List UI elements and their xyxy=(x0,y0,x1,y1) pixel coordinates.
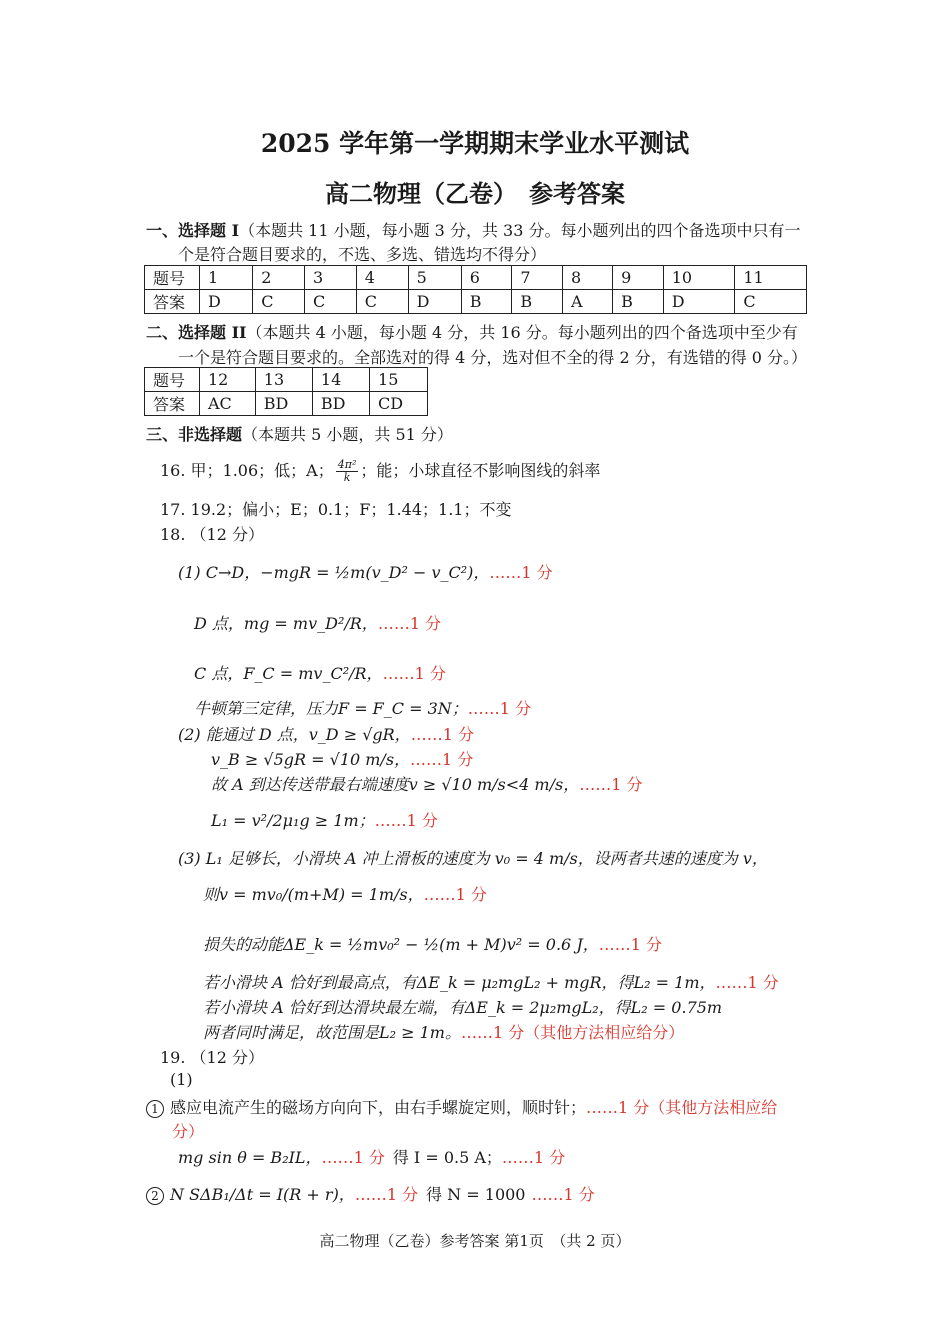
q16-fraction xyxy=(336,459,359,484)
table-cell-number: 11 xyxy=(735,266,807,290)
table-cell-number: 15 xyxy=(370,368,428,392)
q18-line xyxy=(211,808,438,831)
q18-eq1: (1) C→D，−mgR = ½m(v_D² − v_C²)， xyxy=(178,563,490,582)
score-mark: ……1 分 xyxy=(467,699,532,718)
table-cell-answer: C xyxy=(356,290,408,314)
q16-answer xyxy=(160,458,600,484)
q19-line xyxy=(146,1095,777,1118)
table-cell-number: 7 xyxy=(512,266,563,290)
q18-eq9: (3) L₁ 足够长，小滑块 A 冲上滑板的速度为 v₀ = 4 m/s，设两者共速的速度为 v， xyxy=(178,849,768,868)
table-cell-answer: D xyxy=(663,290,735,314)
table-cell-answer: AC xyxy=(200,392,256,416)
table-cell-answer: C xyxy=(305,290,357,314)
q19-eq3b: 得 N = 1000 xyxy=(426,1185,526,1204)
section1-answer-table xyxy=(144,265,807,314)
circled-number: 1 xyxy=(146,1100,164,1118)
table-cell-number: 10 xyxy=(663,266,735,290)
q19-part1: (1) xyxy=(170,1070,193,1089)
q19-line xyxy=(178,1145,565,1168)
q18-eq8: L₁ = v²/2μ₁g ≥ 1m； xyxy=(211,811,375,830)
section2-desc-line2: 一个是符合题目要求的。全部选对的得 4 分，选对但不全的得 2 分，有选错的得 0 分。） xyxy=(178,348,808,367)
table-cell-number: 4 xyxy=(356,266,408,290)
score-mark: ……1 分 xyxy=(531,1185,595,1204)
table-cell-number: 2 xyxy=(253,266,305,290)
score-mark: ……1 分（其他方法相应给分） xyxy=(460,1023,685,1042)
q18-eq10: 则v = mv₀/(m+M) = 1m/s， xyxy=(203,885,424,904)
q18-eq14: 两者同时满足，故范围是L₂ ≥ 1m。 xyxy=(203,1023,461,1042)
q17-answer: 17. 19.2；偏小；E；0.1；F；1.44；1.1；不变 xyxy=(160,500,512,519)
q18-eq12: 若小滑块 A 恰好到最高点，有ΔE_k = μ₂mgL₂ + mgR，得L₂ = 1m， xyxy=(203,973,716,992)
table-cell-answer: BD xyxy=(255,392,312,416)
table-row-label: 题号 xyxy=(145,266,200,290)
q18-eq7: 故 A 到达传送带最右端速度v ≥ √10 m/s<4 m/s， xyxy=(211,775,580,794)
score-mark: ……1 分 xyxy=(423,885,487,904)
q18-line xyxy=(178,722,474,745)
score-mark: ……1 分 xyxy=(501,1148,566,1167)
section1-desc-line1 xyxy=(146,218,800,241)
q16-part-b: ；能；小球直径不影响图线的斜率 xyxy=(360,461,601,480)
table-row-label: 答案 xyxy=(145,392,200,416)
section2-desc-line1 xyxy=(146,320,798,343)
table-cell-number: 8 xyxy=(563,266,613,290)
table-row-label: 题号 xyxy=(145,368,200,392)
section1-desc-line2: 个是符合题目要求的，不选、多选、错选均不得分） xyxy=(178,245,547,264)
q18-line xyxy=(194,696,531,719)
table-cell-answer: D xyxy=(200,290,253,314)
section2-answer-table xyxy=(144,367,428,416)
score-mark: ……1 分 xyxy=(489,563,553,582)
table-cell-number: 6 xyxy=(461,266,512,290)
score-mark: ……1 分 xyxy=(598,935,663,954)
q18-line xyxy=(203,932,662,955)
table-cell-answer: C xyxy=(735,290,807,314)
q18-line xyxy=(194,611,441,634)
q18-eq5: (2) 能通过 D 点，v_D ≥ √gR， xyxy=(178,725,411,744)
table-cell-number: 1 xyxy=(200,266,253,290)
q18-heading: 18. （12 分） xyxy=(160,525,264,544)
section1-heading: 一、选择题 I xyxy=(146,221,240,240)
table-cell-answer: CD xyxy=(370,392,428,416)
score-mark: ……1 分 xyxy=(321,1148,385,1167)
score-mark: ……1 分 xyxy=(382,664,446,683)
table-cell-number: 12 xyxy=(200,368,256,392)
q16-frac-den: k xyxy=(343,471,351,484)
score-mark: ……1 分 xyxy=(410,750,474,769)
q19-eq2a: mg sin θ = B₂IL， xyxy=(178,1148,322,1167)
score-mark: ……1 分 xyxy=(374,811,438,830)
q19-score-cont: 分） xyxy=(172,1122,205,1141)
circled-number: 2 xyxy=(146,1187,164,1205)
table-cell-answer: A xyxy=(563,290,613,314)
table-cell-answer: D xyxy=(408,290,461,314)
q18-line xyxy=(203,1020,684,1043)
page-title: 2025 学年第一学期期末学业水平测试 xyxy=(260,129,690,158)
q16-part-a: 16. 甲；1.06；低；A； xyxy=(160,461,334,480)
q19-line xyxy=(146,1182,595,1205)
q18-line xyxy=(178,846,768,869)
q18-line xyxy=(211,747,473,770)
score-mark: ……1 分 xyxy=(715,973,779,992)
section3-desc xyxy=(146,422,453,445)
section2-desc1: （本题共 4 小题，每小题 4 分，共 16 分。每小题列出的四个备选项中至少有 xyxy=(246,323,798,342)
score-mark: ……1 分 xyxy=(410,725,474,744)
score-mark: ……1 分 xyxy=(354,1185,419,1204)
q18-line xyxy=(203,970,779,993)
q18-eq13: 若小滑块 A 恰好到达滑块最左端，有ΔE_k = 2μ₂mgL₂，得L₂ = 0.75m xyxy=(203,998,723,1017)
section3-desc-text: （本题共 5 小题，共 51 分） xyxy=(242,425,453,444)
page-subtitle: 高二物理（乙卷） 参考答案 xyxy=(325,179,625,208)
table-cell-answer: B xyxy=(512,290,563,314)
table-cell-number: 14 xyxy=(312,368,369,392)
table-cell-number: 3 xyxy=(305,266,357,290)
score-mark: ……1 分 xyxy=(377,614,442,633)
q18-eq3: C 点，F_C = mv_C²/R， xyxy=(194,664,383,683)
q18-eq2: D 点，mg = mv_D²/R， xyxy=(194,614,378,633)
table-cell-answer: B xyxy=(613,290,664,314)
table-cell-number: 9 xyxy=(613,266,664,290)
section3-heading: 三、非选择题 xyxy=(146,425,243,444)
table-cell-answer: B xyxy=(461,290,512,314)
table-cell-answer: BD xyxy=(312,392,369,416)
section2-heading: 二、选择题 II xyxy=(146,323,247,342)
q19-eq3a: N SΔB₁/Δt = I(R + r)， xyxy=(170,1185,355,1204)
q18-line xyxy=(203,995,722,1018)
q16-frac-num: 4π² xyxy=(337,458,357,471)
q19-heading: 19. （12 分） xyxy=(160,1048,264,1067)
q18-line xyxy=(211,772,643,795)
q19-c1-text: 感应电流产生的磁场方向向下，由右手螺旋定则，顺时针； xyxy=(170,1098,587,1117)
score-mark: ……1 分（其他方法相应给 xyxy=(586,1098,778,1117)
q18-line xyxy=(203,882,487,905)
q18-eq6: v_B ≥ √5gR = √10 m/s， xyxy=(211,750,411,769)
score-mark: ……1 分 xyxy=(579,775,643,794)
page-footer: 高二物理（乙卷）参考答案 第1页 （共 2 页） xyxy=(319,1232,631,1250)
q18-line xyxy=(194,661,446,684)
table-cell-number: 13 xyxy=(255,368,312,392)
section1-desc1: （本题共 11 小题，每小题 3 分，共 33 分。每小题列出的四个备选项中只有一 xyxy=(239,221,801,240)
q18-eq4: 牛顿第三定律，压力F = F_C = 3N； xyxy=(194,699,468,718)
table-cell-number: 5 xyxy=(408,266,461,290)
table-row-label: 答案 xyxy=(145,290,200,314)
q18-eq11: 损失的动能ΔE_k = ½mv₀² − ½(m + M)v² = 0.6 J， xyxy=(203,935,599,954)
table-cell-answer: C xyxy=(253,290,305,314)
q18-line xyxy=(178,560,553,583)
q19-eq2b: 得 I = 0.5 A； xyxy=(392,1148,502,1167)
